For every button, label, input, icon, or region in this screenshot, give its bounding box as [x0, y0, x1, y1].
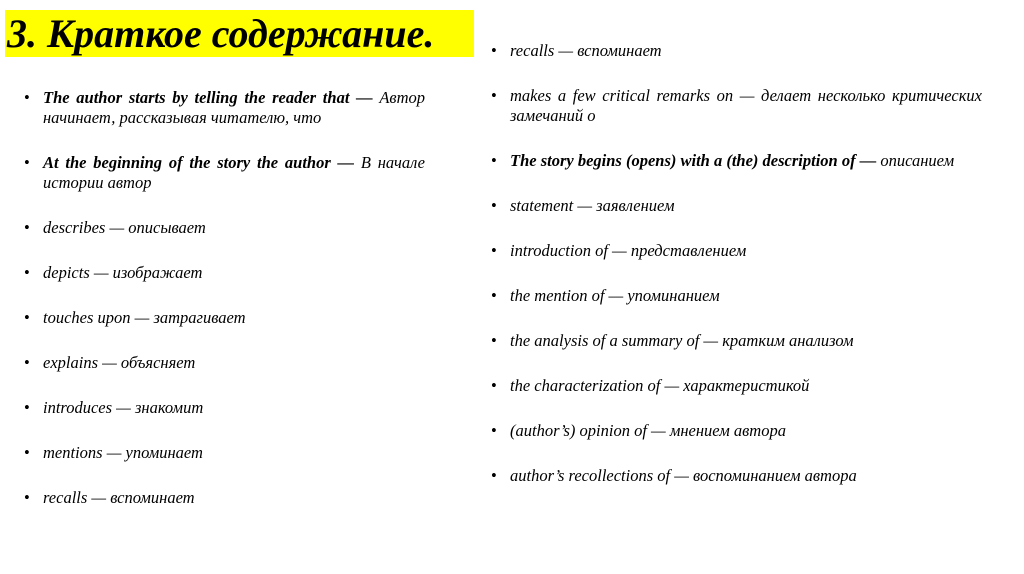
list-item — [491, 196, 982, 216]
russian-translation: знакомит — [130, 398, 204, 417]
english-phrase: the mention of — — [510, 286, 624, 305]
english-phrase: introduction of — — [510, 241, 627, 260]
russian-translation: делает несколько критических замечаний о — [510, 86, 982, 125]
bullet-icon: • — [491, 331, 497, 350]
english-phrase: mentions — — [43, 443, 122, 462]
russian-translation: упоминанием — [623, 286, 720, 305]
list-item — [491, 421, 982, 441]
english-phrase: The author starts by telling the reader that — — [43, 88, 373, 107]
bullet-icon: • — [491, 466, 497, 485]
russian-translation: упоминает — [121, 443, 203, 462]
english-phrase: the analysis of a summary of — — [510, 331, 719, 350]
english-phrase: depicts — — [43, 263, 109, 282]
bullet-icon: • — [491, 196, 497, 215]
bullet-icon: • — [491, 151, 497, 170]
russian-translation: В начале истории автор — [43, 153, 425, 192]
bullet-icon: • — [24, 353, 30, 372]
list-item — [491, 151, 982, 171]
list-item — [491, 331, 982, 351]
english-phrase: recalls — — [43, 488, 107, 507]
russian-translation: вспоминает — [573, 41, 662, 60]
russian-translation: вспоминает — [106, 488, 195, 507]
list-item — [491, 241, 982, 261]
list-item — [24, 88, 425, 128]
list-item — [24, 263, 425, 283]
bullet-icon: • — [491, 86, 497, 105]
bullet-icon: • — [24, 263, 30, 282]
russian-translation: характеристикой — [679, 376, 810, 395]
english-phrase: (author’s) opinion of — — [510, 421, 666, 440]
russian-translation: воспоминанием автора — [688, 466, 857, 485]
bullet-icon: • — [491, 376, 497, 395]
bullet-icon: • — [491, 241, 497, 260]
right-phrase-list — [491, 41, 982, 511]
bullet-icon: • — [24, 88, 30, 107]
list-item — [491, 41, 982, 61]
list-item — [24, 153, 425, 193]
russian-translation: Автор начинает, рассказывая читателю, что — [43, 88, 425, 127]
english-phrase: explains — — [43, 353, 117, 372]
list-item — [491, 86, 982, 126]
slide-title: 3. Краткое содержание. — [5, 10, 474, 57]
english-phrase: introduces — — [43, 398, 131, 417]
russian-translation: объясняет — [116, 353, 196, 372]
list-item — [491, 286, 982, 306]
english-phrase: author’s recollections of — — [510, 466, 689, 485]
bullet-icon: • — [24, 153, 30, 172]
english-phrase: makes a few critical remarks on — — [510, 86, 755, 105]
left-phrase-list — [24, 88, 425, 533]
list-item — [24, 398, 425, 418]
list-item — [24, 488, 425, 508]
bullet-icon: • — [24, 488, 30, 507]
russian-translation: представлением — [626, 241, 747, 260]
russian-translation: описывает — [124, 218, 206, 237]
english-phrase: recalls — — [510, 41, 574, 60]
english-phrase: The story begins (opens) with a (the) description of — — [510, 151, 877, 170]
russian-translation: заявлением — [592, 196, 675, 215]
bullet-icon: • — [24, 443, 30, 462]
russian-translation: кратким анализом — [718, 331, 854, 350]
bullet-icon: • — [491, 286, 497, 305]
list-item — [491, 376, 982, 396]
english-phrase: At the beginning of the story the author — — [43, 153, 355, 172]
list-item — [24, 353, 425, 373]
list-item — [24, 443, 425, 463]
english-phrase: statement — — [510, 196, 593, 215]
list-item — [24, 218, 425, 238]
english-phrase: the characterization of — — [510, 376, 680, 395]
russian-translation: мнением автора — [665, 421, 786, 440]
russian-translation: описанием — [876, 151, 955, 170]
english-phrase: touches upon — — [43, 308, 150, 327]
list-item — [24, 308, 425, 328]
russian-translation: изображает — [108, 263, 203, 282]
bullet-icon: • — [24, 218, 30, 237]
bullet-icon: • — [491, 421, 497, 440]
list-item — [491, 466, 982, 486]
bullet-icon: • — [24, 308, 30, 327]
english-phrase: describes — — [43, 218, 125, 237]
bullet-icon: • — [491, 41, 497, 60]
bullet-icon: • — [24, 398, 30, 417]
russian-translation: затрагивает — [149, 308, 246, 327]
